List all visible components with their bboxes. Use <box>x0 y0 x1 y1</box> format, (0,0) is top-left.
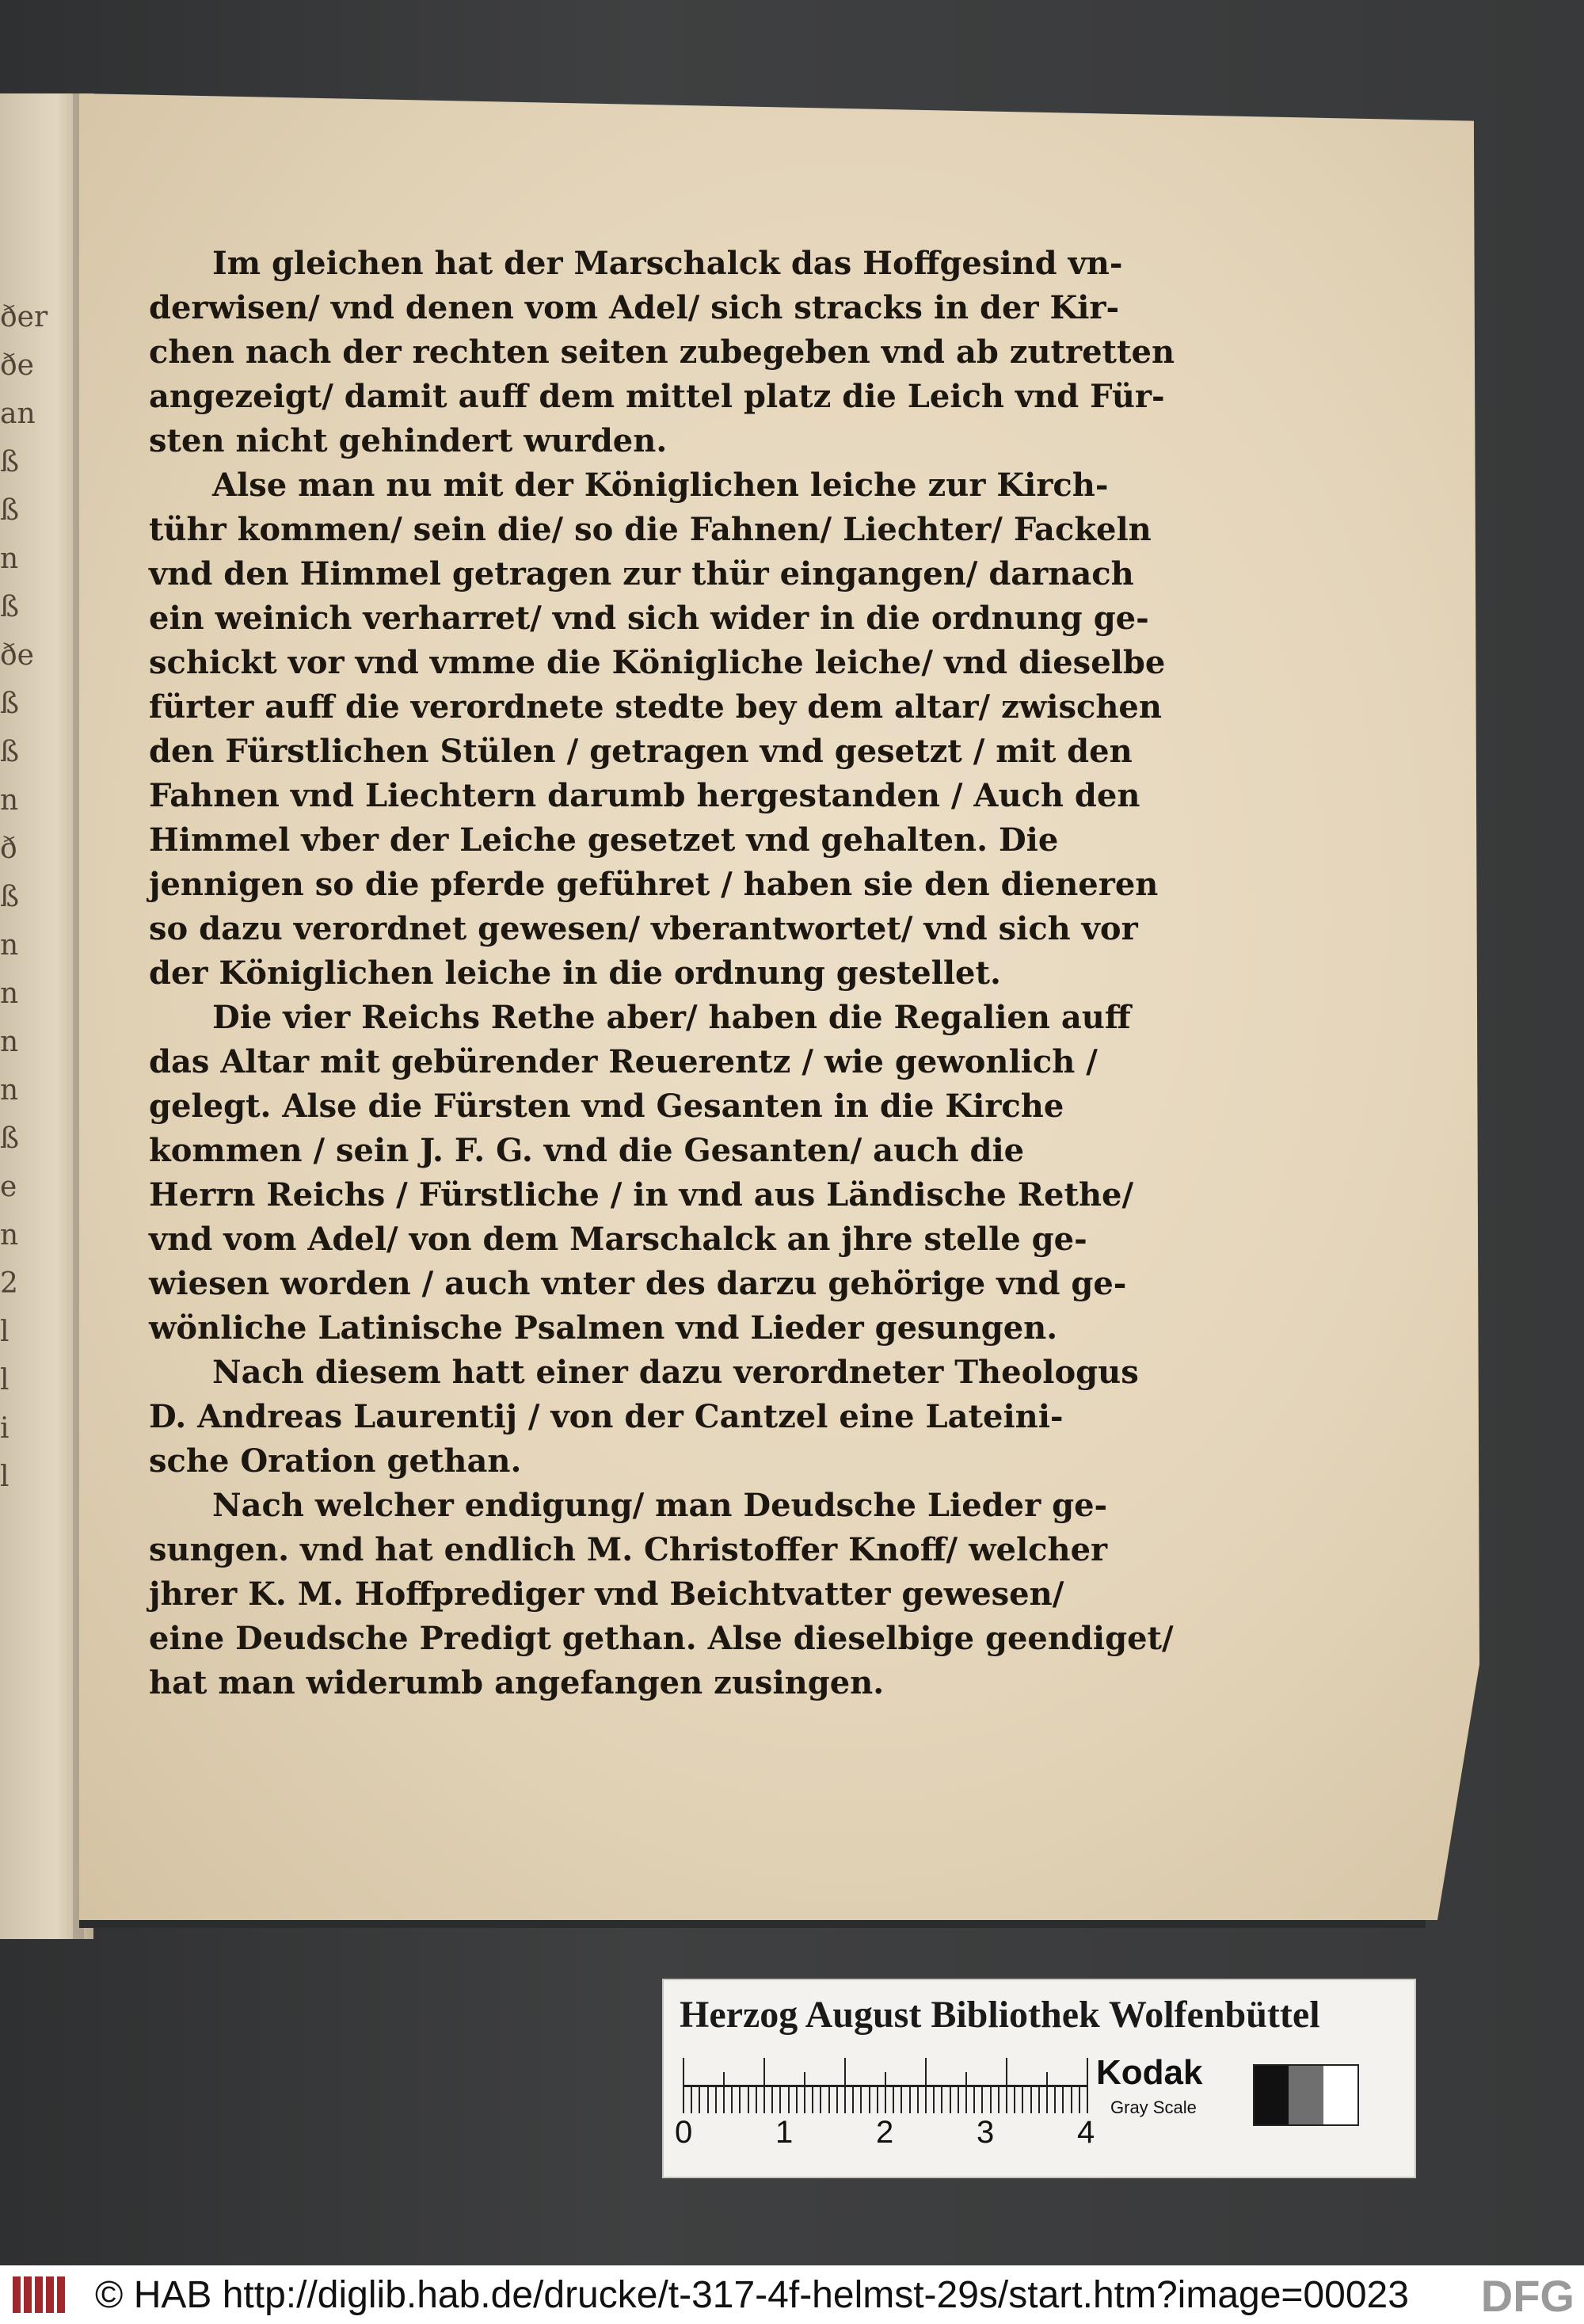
text-line: Die vier Reichs Rethe aber/ haben die Regalien auff <box>212 999 1131 1036</box>
ruler-tick <box>990 2086 992 2113</box>
kodak-logo: Kodak <box>1096 2053 1203 2092</box>
paragraph <box>149 1351 1139 1484</box>
text-line: kommen / sein J. F. G. vnd die Gesanten/ auch die <box>149 1132 1025 1169</box>
hab-logo-bar <box>57 2276 65 2313</box>
left-page-fragment: n <box>0 929 19 962</box>
ruler-label: 2 <box>876 2115 894 2150</box>
text-line: chen nach der rechten seiten zubegeben vnd ab zutretten <box>149 333 1175 371</box>
gray-scale-label: Gray Scale <box>1110 2097 1197 2117</box>
ruler-label: 4 <box>1077 2115 1095 2150</box>
ruler-tick <box>796 2086 798 2113</box>
left-page-fragment: ß <box>0 591 20 623</box>
ruler-tick <box>933 2086 935 2113</box>
ruler-tick <box>917 2086 919 2113</box>
paragraph <box>149 463 1166 996</box>
text-line: Im gleichen hat der Marschalck das Hoffgesind vn- <box>212 245 1123 282</box>
hab-logo-bar <box>13 2276 21 2313</box>
left-page-fragment: ðe <box>0 349 34 382</box>
text-line: jhrer K. M. Hoffprediger vnd Beichtvatter gewesen/ <box>149 1575 1064 1613</box>
left-page-fragment: ðe <box>0 639 34 672</box>
library-name: Herzog August Bibliothek Wolfenbüttel <box>680 1994 1320 2036</box>
left-page-fragment: n <box>0 543 19 575</box>
ruler-tick <box>756 2086 757 2113</box>
ruler-tick <box>965 2072 967 2113</box>
ruler-label: 1 <box>775 2115 794 2150</box>
copyright-url-link[interactable]: © HAB http://diglib.hab.de/drucke/t-317-4f-helmst-29s/start.htm?image=00023 <box>95 2274 1409 2316</box>
left-page-fragment: ß <box>0 736 20 768</box>
text-line: Fahnen vnd Liechtern darumb hergestanden / Auch den <box>149 777 1140 814</box>
ruler-tick <box>1046 2072 1048 2113</box>
text-line: eine Deudsche Predigt gethan. Alse dieselbige geendiget/ <box>149 1620 1174 1657</box>
color-calibration-card <box>662 1979 1416 2178</box>
ruler-tick <box>998 2086 1000 2113</box>
left-page-fragment: ß <box>0 881 20 913</box>
ruler-label: 0 <box>675 2115 693 2150</box>
ruler-tick <box>748 2086 749 2113</box>
text-line: gelegt. Alse die Fürsten vnd Gesanten in die Kirche <box>149 1088 1064 1125</box>
left-page-fragment: n <box>0 784 19 817</box>
ruler-tick <box>869 2086 870 2113</box>
text-line: sungen. vnd hat endlich M. Christoffer Knoff/ welcher <box>149 1531 1108 1568</box>
ruler-labels <box>675 2115 1095 2154</box>
ruler-tick <box>1022 2086 1023 2113</box>
footer-bar <box>0 2265 1584 2324</box>
gray-patch <box>1255 2066 1289 2124</box>
left-page-fragment: l <box>0 1364 10 1396</box>
left-page-fragment: 2 <box>0 1267 18 1300</box>
page-bottom-shadow <box>79 1920 1426 1928</box>
text-line: das Altar mit gebürender Reuerentz / wie gewonlich / <box>149 1043 1098 1080</box>
ruler-tick <box>1038 2086 1040 2113</box>
ruler-tick <box>812 2086 813 2113</box>
text-line: Alse man nu mit der Königlichen leiche zur Kirch- <box>212 467 1109 504</box>
ruler-tick <box>828 2086 830 2113</box>
ruler-tick <box>973 2086 975 2113</box>
ruler-tick <box>958 2086 959 2113</box>
left-page-fragment: l <box>0 1461 10 1493</box>
ruler-tick <box>723 2072 725 2113</box>
left-page-fragment: ß <box>0 446 20 478</box>
text-line: hat man widerumb angefangen zusingen. <box>149 1664 885 1701</box>
text-line: tühr kommen/ sein die/ so die Fahnen/ Liechter/ Fackeln <box>149 511 1152 548</box>
ruler-tick <box>731 2086 733 2113</box>
ruler-tick <box>836 2086 838 2113</box>
ruler-tick <box>852 2086 854 2113</box>
hab-logo-bar <box>24 2276 32 2313</box>
left-page-fragment: ß <box>0 494 20 527</box>
ruler-tick <box>788 2086 790 2113</box>
text-line: sten nicht gehindert wurden. <box>149 422 668 459</box>
left-page-fragment: ðer <box>0 301 48 333</box>
ruler-tick <box>691 2086 692 2113</box>
left-page-fragment: ß <box>0 1122 20 1155</box>
text-line: Himmel vber der Leiche gesetzet vnd gehalten. Die <box>149 821 1059 859</box>
ruler-tick <box>804 2072 805 2113</box>
text-line: fürter auff die verordnete stedte bey dem altar/ zwischen <box>149 688 1162 726</box>
hab-logo-bar <box>46 2276 54 2313</box>
ruler-tick <box>820 2086 821 2113</box>
left-page-fragment: n <box>0 1074 19 1107</box>
ruler-tick <box>909 2086 911 2113</box>
ruler-tick <box>950 2086 951 2113</box>
text-line: Nach diesem hatt einer dazu verordneter Theologus <box>212 1354 1139 1391</box>
measurement-ruler <box>680 2058 1091 2113</box>
left-page-fragment: l <box>0 1316 10 1348</box>
text-line: wönliche Latinische Psalmen vnd Lieder gesungen. <box>149 1309 1058 1347</box>
page-body-text <box>149 242 1175 1705</box>
ruler-tick <box>699 2086 700 2113</box>
gray-patch <box>1323 2066 1357 2124</box>
text-line: ein weinich verharret/ vnd sich wider in die ordnung ge- <box>149 600 1149 637</box>
left-page-fragment: n <box>0 977 19 1010</box>
ruler-tick <box>1062 2086 1064 2113</box>
text-line: derwisen/ vnd denen vom Adel/ sich stracks in der Kir- <box>149 289 1120 326</box>
text-line: der Königlichen leiche in die ordnung gestellet. <box>149 954 1001 992</box>
left-page-fragment: n <box>0 1219 19 1252</box>
ruler-tick <box>1006 2058 1007 2113</box>
text-line: den Fürstlichen Stülen / getragen vnd gesetzt / mit den <box>149 733 1133 770</box>
text-line: schickt vor vnd vmme die Königliche leiche/ vnd dieselbe <box>149 644 1166 681</box>
left-page-fragment: ß <box>0 688 20 720</box>
ruler-tick <box>739 2086 741 2113</box>
ruler-tick <box>1079 2086 1080 2113</box>
ruler-tick <box>683 2058 684 2113</box>
text-line: vnd vom Adel/ von dem Marschalck an jhre stelle ge- <box>149 1221 1087 1258</box>
ruler-label: 3 <box>977 2115 995 2150</box>
left-page-fragment: ð <box>0 832 17 865</box>
ruler-tick <box>885 2072 886 2113</box>
hab-logo-icon <box>13 2276 65 2313</box>
ruler-tick <box>893 2086 894 2113</box>
text-line: vnd den Himmel getragen zur thür eingangen/ darnach <box>149 555 1134 592</box>
ruler-tick <box>779 2086 781 2113</box>
previous-page-text-fragments <box>0 301 73 1509</box>
paragraph <box>149 242 1175 463</box>
paragraph <box>149 996 1134 1351</box>
ruler-tick <box>763 2058 765 2113</box>
left-page-fragment: i <box>0 1412 10 1445</box>
text-line: Nach welcher endigung/ man Deudsche Lieder ge- <box>212 1487 1108 1524</box>
ruler-tick <box>981 2086 983 2113</box>
paragraph <box>149 1484 1174 1705</box>
dfg-logo: DFG <box>1480 2271 1574 2321</box>
ruler-tick <box>771 2086 773 2113</box>
gray-patch <box>1289 2066 1323 2124</box>
ruler-tick <box>901 2086 902 2113</box>
ruler-tick <box>844 2058 846 2113</box>
ruler-tick <box>1014 2086 1015 2113</box>
text-line: jennigen so die pferde geführet / haben sie den dieneren <box>149 866 1159 903</box>
ruler-tick <box>941 2086 942 2113</box>
ruler-tick <box>877 2086 878 2113</box>
ruler-tick <box>1030 2086 1032 2113</box>
text-line: D. Andreas Laurentij / von der Cantzel eine Lateini- <box>149 1398 1064 1435</box>
hab-logo-bar <box>35 2276 43 2313</box>
ruler-tick <box>715 2086 717 2113</box>
text-line: angezeigt/ damit auff dem mittel platz die Leich vnd Für- <box>149 378 1165 415</box>
ruler-tick <box>925 2058 927 2113</box>
text-line: so dazu verordnet gewesen/ vberantwortet/ vnd sich vor <box>149 910 1138 947</box>
text-line: wiesen worden / auch vnter des darzu gehörige vnd ge- <box>149 1265 1127 1302</box>
left-page-fragment: an <box>0 398 36 430</box>
left-page-fragment: n <box>0 1026 19 1058</box>
gray-scale-patches <box>1253 2064 1359 2126</box>
ruler-tick <box>1071 2086 1072 2113</box>
ruler-tick <box>1087 2058 1088 2113</box>
text-line: sche Oration gethan. <box>149 1442 522 1480</box>
ruler-tick <box>860 2086 862 2113</box>
left-page-fragment: e <box>0 1171 17 1203</box>
text-line: Herrn Reichs / Fürstliche / in vnd aus Ländische Rethe/ <box>149 1176 1134 1213</box>
ruler-tick <box>707 2086 709 2113</box>
ruler-tick <box>1054 2086 1056 2113</box>
